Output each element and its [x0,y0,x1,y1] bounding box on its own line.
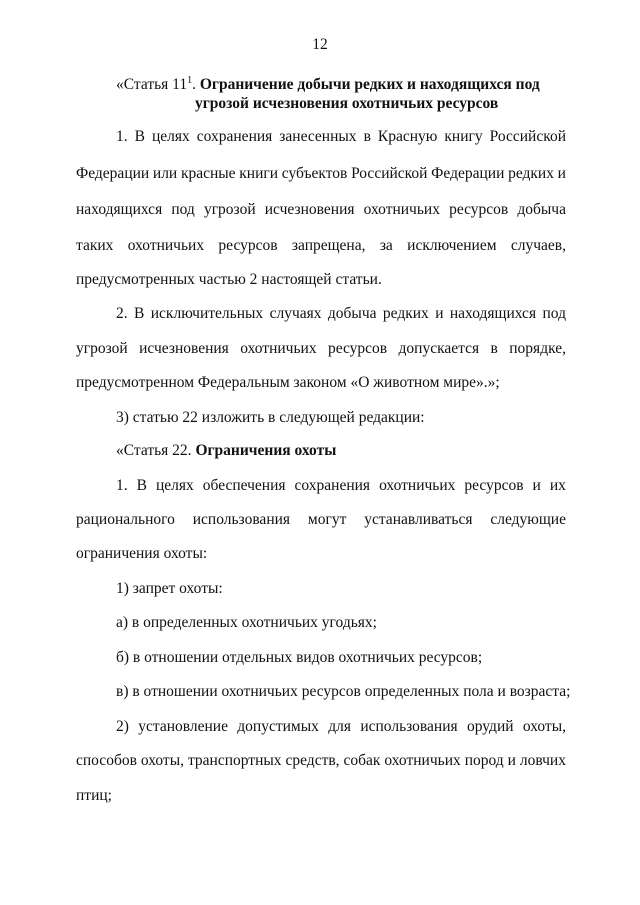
word: для [328,718,351,735]
word: допустимых [237,718,319,735]
word: добыча [327,305,377,322]
article-22-p1-line-1 [116,476,566,496]
article-11-1-prefix: «Статья 11 [116,76,188,93]
word: ресурсов [218,237,278,254]
word: за [379,237,393,254]
word: допускается [398,340,480,357]
word: исчезновения [264,201,355,218]
word: и [435,305,444,322]
word: транспортных [187,752,282,769]
article-22-title: Ограничения охоты [195,442,337,459]
word: целях [155,477,194,494]
word: добыча [517,201,566,218]
article-22-sub-v: в) в отношении охотничьих ресурсов определенных пола и возраста; [116,683,571,700]
word: Федерации [76,165,150,182]
article-22-sub-2-line-3: птиц; [76,787,112,804]
word: занесенных [279,128,357,145]
word: ресурсов [327,340,388,357]
article-22-heading [116,441,336,461]
word: устанавливаться [364,511,473,528]
article-11-1-p2-line-2 [76,339,566,359]
article-11-1-heading-line-1 [116,75,566,95]
article-11-1-heading-line-2 [195,94,498,114]
word: под [542,305,566,322]
article-11-1-p1-line-4 [76,236,566,256]
word: охотничьих [384,752,461,769]
word: следующие [490,511,566,528]
word: исчезновения [139,340,229,357]
word: использования [360,718,458,735]
word: пород [464,752,504,769]
word: запрещена, [291,237,366,254]
word: или [152,165,178,182]
word: угрозой [203,201,256,218]
word: 2) [116,718,129,735]
word: находящихся [449,305,537,322]
article-11-1-superscript: 1 [187,75,193,86]
word: установление [138,718,228,735]
article-22-sub-a: а) в определенных охотничьих угодьях; [116,614,377,631]
word: целях [151,128,190,145]
word: их [549,477,566,494]
word: обеспечения [202,477,286,494]
word: В [136,477,147,494]
word: и [507,752,516,769]
word: собак [343,752,381,769]
word: Федерации [431,165,505,182]
word: охотничьих [127,237,205,254]
word: случаев, [510,237,566,254]
word: и [532,477,541,494]
word: В [134,305,145,322]
word: 1. [116,477,128,494]
article-11-1-p1-line-1 [116,127,566,147]
word: и [557,165,566,182]
word: Красную [377,128,438,145]
word: использования [192,511,291,528]
word: ловчих [519,752,566,769]
word: способов [76,752,137,769]
article-22-p1-line-2 [76,510,566,530]
word: редких [382,305,429,322]
article-22-prefix: «Статья 22. [116,442,196,459]
page-number: 12 [312,36,328,53]
article-22-sub-2-line-2 [76,751,566,771]
word: сохранения [294,477,371,494]
item-3: 3) статью 22 изложить в следующей редакции: [116,409,425,426]
word: в [490,340,498,357]
word: рационального [76,511,175,528]
article-11-1-p2-line-3: предусмотренном Федеральным законом «О животном мире».»; [76,374,500,391]
article-22-sub-b: б) в отношении отдельных видов охотничьих ресурсов; [116,649,483,666]
word: красные [180,165,236,182]
article-11-1-title-line-1: Ограничение добычи редких и находящихся под [199,76,540,93]
word: 2. [116,305,128,322]
word: могут [307,511,347,528]
article-22-p1-line-3: ограничения охоты: [76,545,208,562]
article-11-1-p1-line-2 [76,164,566,184]
word: Российской [351,165,428,182]
word: охотничьих [240,340,317,357]
word: ресурсов [464,477,524,494]
word: случаях [269,305,322,322]
article-11-1-title-line-2: угрозой исчезновения охотничьих ресурсов [195,95,499,112]
word: орудий [466,718,514,735]
article-11-1-p2-line-1 [116,304,566,324]
word: ресурсов [449,201,509,218]
word: Российской [489,128,566,145]
word: исключением [407,237,497,254]
word: порядке, [509,340,566,357]
word: таких [76,237,114,254]
word: охотничьих [379,477,456,494]
word: книгу [444,128,483,145]
article-11-1-suffix: . [192,76,200,93]
word: субъектов [281,165,348,182]
article-22-sub-1: 1) запрет охоты: [116,580,223,597]
word: в [363,128,371,145]
word: под [171,201,195,218]
word: охотничьих [363,201,440,218]
word: угрозой [76,340,128,357]
word: находящихся [76,201,163,218]
word: средств, [285,752,340,769]
word: исключительных [150,305,264,322]
article-11-1-p1-line-5: предусмотренных частью 2 настоящей статьи. [76,271,382,288]
article-22-sub-2-line-1 [116,717,566,737]
word: редких [508,165,554,182]
word: сохранения [196,128,273,145]
article-11-1-p1-line-3 [76,200,566,220]
word: 1. [116,128,128,145]
word: книги [239,165,279,182]
word: В [134,128,145,145]
word: охоты, [140,752,184,769]
word: охоты, [522,718,566,735]
